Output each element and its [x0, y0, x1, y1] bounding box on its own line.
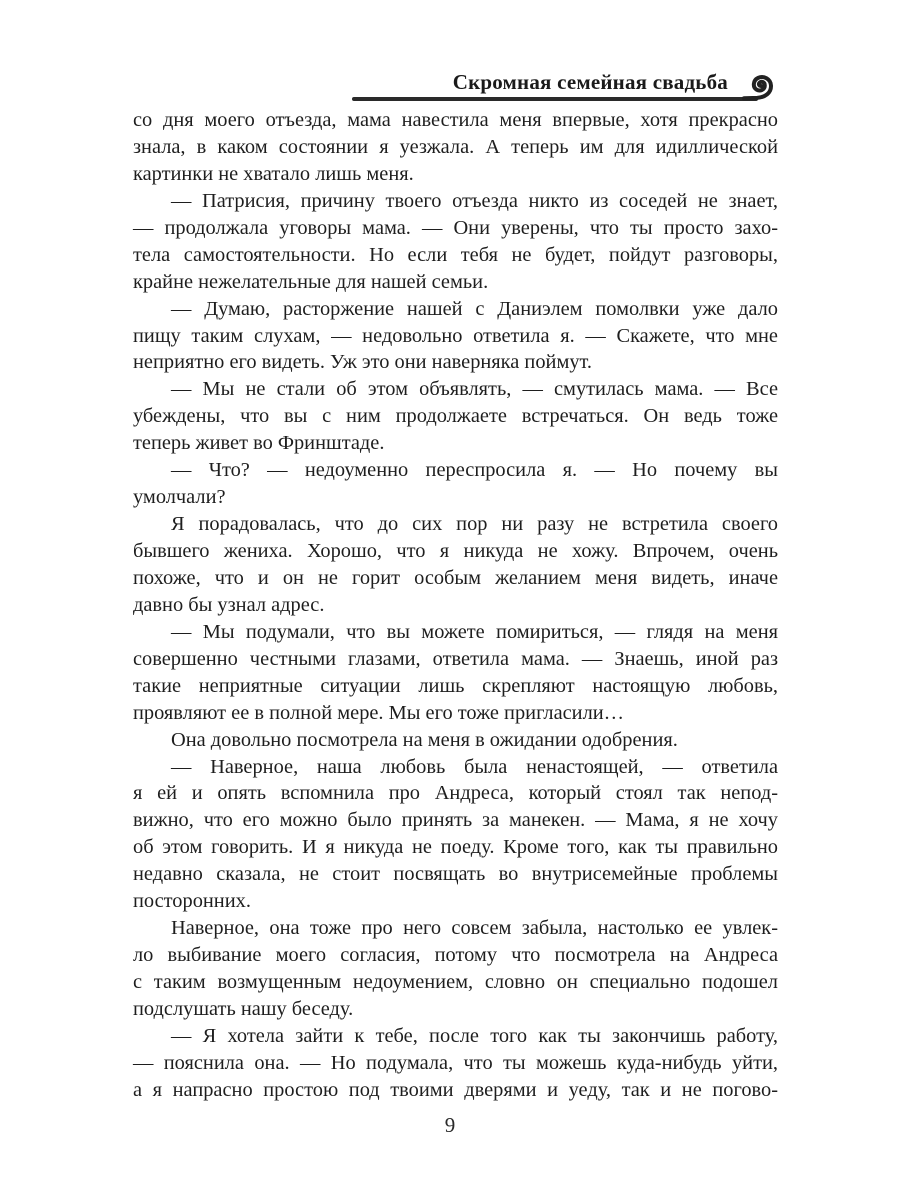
text-line: об этом говорить. И я никуда не поеду. Кроме того, как ты правильно: [133, 836, 778, 859]
paragraph: [133, 619, 778, 727]
text-line: — Мы не стали об этом объявлять, — смутилась мама. — Все: [171, 378, 778, 401]
text-line: Она довольно посмотрела на меня в ожидании одобрения.: [171, 728, 678, 751]
text-line: убеждены, что вы с ним продолжаете встречаться. Он ведь тоже: [133, 405, 778, 428]
text-line: теперь живет во Фринштаде.: [133, 432, 385, 455]
paragraph: [133, 376, 778, 457]
text-line: такие неприятные ситуации лишь скрепляют настоящую любовь,: [133, 674, 778, 697]
text-line: Наверное, она тоже про него совсем забыла, настолько ее увлек-: [171, 917, 778, 940]
text-line: с таким возмущенным недоумением, словно он специально подошел: [133, 971, 778, 993]
text-line: я ей и опять вспомнила про Андреса, который стоял так непод-: [133, 782, 778, 805]
paragraph: [133, 511, 778, 619]
text-line: неприятно его видеть. Уж это они наверняка поймут.: [133, 351, 593, 374]
text-line: тела самостоятельности. Но если тебя не будет, пойдут разговоры,: [133, 243, 778, 266]
text-line: — Мы подумали, что вы можете помириться, — глядя на меня: [171, 620, 778, 643]
text-line: проявляют ее в полной мере. Мы его тоже пригласили…: [133, 701, 625, 724]
paragraph: [133, 754, 778, 916]
text-line: вижно, что его можно было принять за манекен. — Мама, я не хочу: [133, 809, 778, 832]
text-line: со дня моего отъезда, мама навестила меня впервые, хотя прекрасно: [133, 109, 778, 131]
text-line: — Я хотела зайти к тебе, после того как ты закончишь работу,: [171, 1024, 778, 1047]
text-line: давно бы узнал адрес.: [133, 593, 325, 616]
paragraph: [133, 915, 778, 1023]
text-line: совершенно честными глазами, ответила мама. — Знаешь, иной раз: [133, 647, 778, 670]
text-line: — пояснила она. — Но подумала, что ты можешь куда-нибудь уйти,: [133, 1051, 778, 1074]
text-line: — Патрисия, причину твоего отъезда никто из соседей не знает,: [171, 189, 778, 212]
text-line: — Думаю, расторжение нашей с Даниэлем помолвки уже дало: [171, 297, 778, 320]
paragraph: [133, 457, 778, 511]
text-line: а я напрасно простою под твоими дверями и уеду, так и не погово-: [133, 1078, 778, 1101]
text-line: Я порадовалась, что до сих пор ни разу не встретила своего: [171, 513, 778, 536]
text-line: бывшего жениха. Хорошо, что я никуда не хожу. Впрочем, очень: [133, 540, 778, 562]
text-line: ло выбивание моего согласия, потому что посмотрела на Андреса: [133, 944, 778, 967]
text-line: пищу таким слухам, — недовольно ответила я. — Скажете, что мне: [133, 324, 778, 347]
page-number: 9: [444, 1113, 456, 1137]
running-header: [350, 66, 780, 106]
text-line: умолчали?: [133, 486, 226, 509]
paragraph: [133, 107, 778, 188]
text-line: знала, в каком состоянии я уезжала. А теперь им для идиллической: [133, 135, 778, 158]
spiral-icon: [742, 66, 780, 104]
paragraph: [133, 296, 778, 377]
text-line: — Что? — недоуменно переспросила я. — Но почему вы: [171, 459, 778, 482]
text-line: — продолжала уговоры мама. — Они уверены, что ты просто захо-: [133, 216, 778, 239]
header-rule: [352, 97, 758, 101]
text-line: похоже, что и он не горит особым желанием меня видеть, иначе: [133, 566, 778, 589]
paragraph: [133, 188, 778, 296]
text-line: недавно сказала, не стоит посвящать во внутрисемейные проблемы: [133, 863, 778, 886]
text-line: крайне нежелательные для нашей семьи.: [133, 270, 489, 293]
paragraph: [133, 727, 778, 754]
paragraph: [133, 1023, 778, 1104]
body-text: [133, 107, 778, 1104]
text-line: посторонних.: [133, 890, 251, 913]
text-line: подслушать нашу беседу.: [133, 997, 354, 1020]
text-line: — Наверное, наша любовь была ненастоящей, — ответила: [171, 755, 778, 778]
running-title: Скромная семейная свадьба: [452, 70, 728, 94]
text-line: картинки не хватало лишь меня.: [133, 162, 414, 185]
